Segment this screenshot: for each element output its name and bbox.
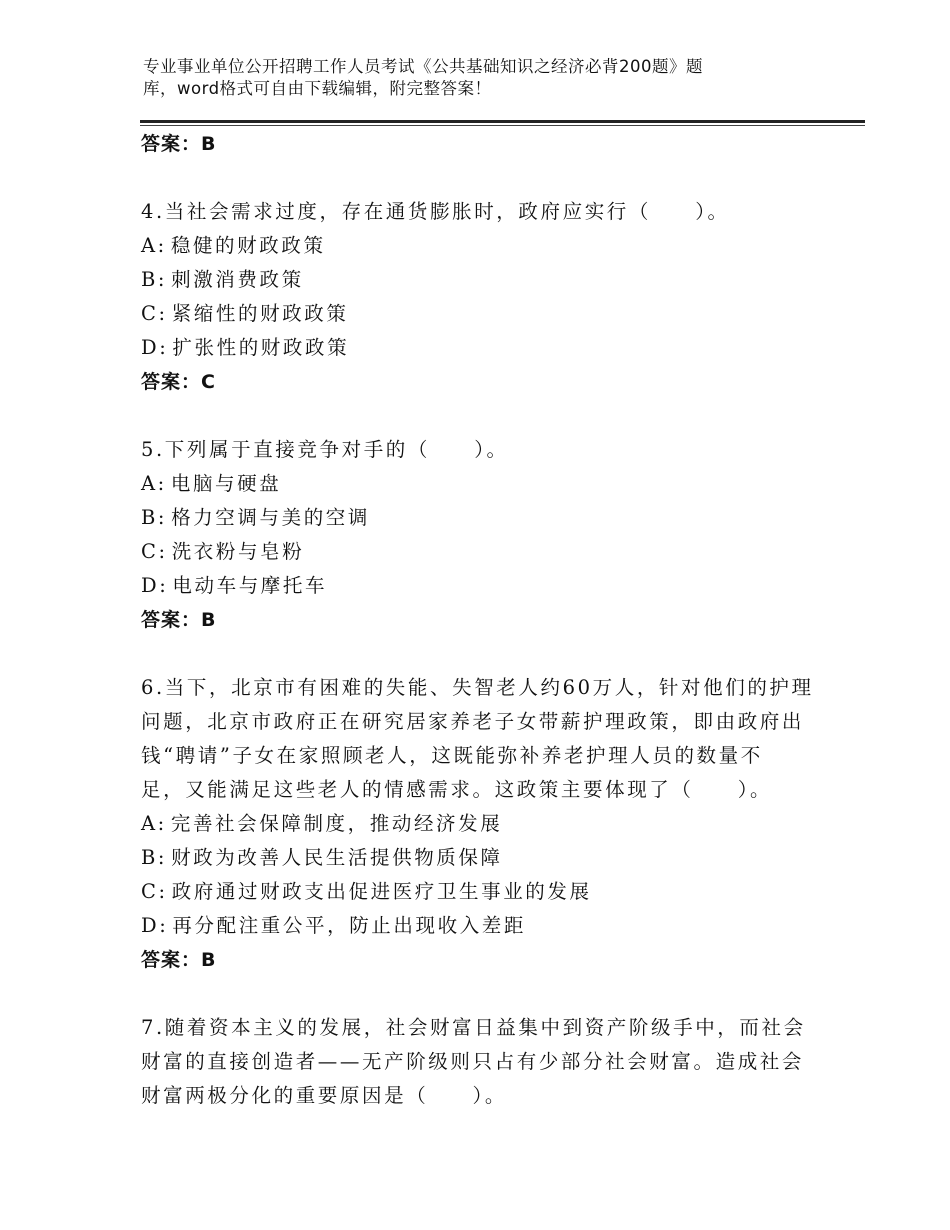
answer-q5: 答案：B (141, 609, 217, 631)
option-a (141, 807, 821, 841)
document-body (141, 127, 821, 1113)
option-d (141, 331, 821, 365)
question-stem-line: 钱“聘请”子女在家照顾老人，这既能弥补养老护理人员的数量不 (141, 744, 763, 767)
question-stem: 5.下列属于直接竞争对手的（ ）。 (141, 438, 509, 461)
answer-q3: 答案：B (141, 133, 217, 155)
question-6 (141, 671, 821, 977)
question-stem-line: 7.随着资本主义的发展，社会财富日益集中到资产阶级手中，而社会 (141, 1016, 806, 1039)
option-key: B: (141, 268, 168, 291)
question-stem-line: 足，又能满足这些老人的情感需求。这政策主要体现了（ ）。 (141, 778, 773, 801)
header-line-2: 库，word格式可自由下载编辑，附完整答案！ (143, 79, 492, 98)
option-text: 刺激消费政策 (171, 268, 304, 291)
option-text: 扩张性的财政政策 (172, 336, 350, 359)
option-c (141, 297, 821, 331)
header-line-1: 专业事业单位公开招聘工作人员考试《公共基础知识之经济必背200题》题 (143, 57, 703, 76)
option-text: 电动车与摩托车 (172, 574, 328, 597)
answer-q4: 答案：C (141, 371, 216, 393)
option-c (141, 535, 821, 569)
option-text: 紧缩性的财政政策 (171, 302, 349, 325)
option-key: D: (141, 574, 169, 597)
option-key: C: (141, 302, 168, 325)
question-7 (141, 1011, 821, 1113)
option-a (141, 467, 821, 501)
option-b (141, 841, 821, 875)
option-d (141, 569, 821, 603)
header-rule-thick (140, 120, 865, 123)
question-4 (141, 195, 821, 399)
option-text: 财政为改善人民生活提供物质保障 (171, 846, 503, 869)
option-key: D: (141, 914, 169, 937)
option-key: B: (141, 506, 168, 529)
option-key: C: (141, 880, 168, 903)
header-rule-thin (140, 125, 865, 126)
option-key: A: (141, 812, 167, 835)
option-text: 洗衣粉与皂粉 (171, 540, 305, 563)
option-b (141, 263, 821, 297)
question-stem: 4.当社会需求过度，存在通货膨胀时，政府应实行（ ）。 (141, 200, 730, 223)
question-stem-line: 财富的直接创造者——无产阶级则只占有少部分社会财富。造成社会 (141, 1050, 805, 1073)
option-key: A: (141, 472, 167, 495)
option-key: D: (141, 336, 169, 359)
option-key: C: (141, 540, 168, 563)
question-stem-line: 6.当下，北京市有困难的失能、失智老人约60万人，针对他们的护理 (141, 676, 814, 699)
option-c (141, 875, 821, 909)
option-text: 电脑与硬盘 (170, 472, 282, 495)
option-key: B: (141, 846, 168, 869)
question-stem-line: 财富两极分化的重要原因是（ ）。 (141, 1084, 507, 1107)
answer-q6: 答案：B (141, 949, 217, 971)
question-5 (141, 433, 821, 637)
option-b (141, 501, 821, 535)
option-text: 完善社会保障制度，推动经济发展 (170, 812, 503, 835)
option-text: 政府通过财政支出促进医疗卫生事业的发展 (171, 880, 592, 903)
option-key: A: (141, 234, 167, 257)
option-text: 稳健的财政政策 (170, 234, 326, 257)
option-text: 再分配注重公平，防止出现收入差距 (172, 914, 527, 937)
document-header (143, 56, 833, 100)
option-text: 格力空调与美的空调 (171, 506, 371, 529)
option-a (141, 229, 821, 263)
option-d (141, 909, 821, 943)
question-stem-line: 问题，北京市政府正在研究居家养老子女带薪护理政策，即由政府出 (141, 710, 805, 733)
